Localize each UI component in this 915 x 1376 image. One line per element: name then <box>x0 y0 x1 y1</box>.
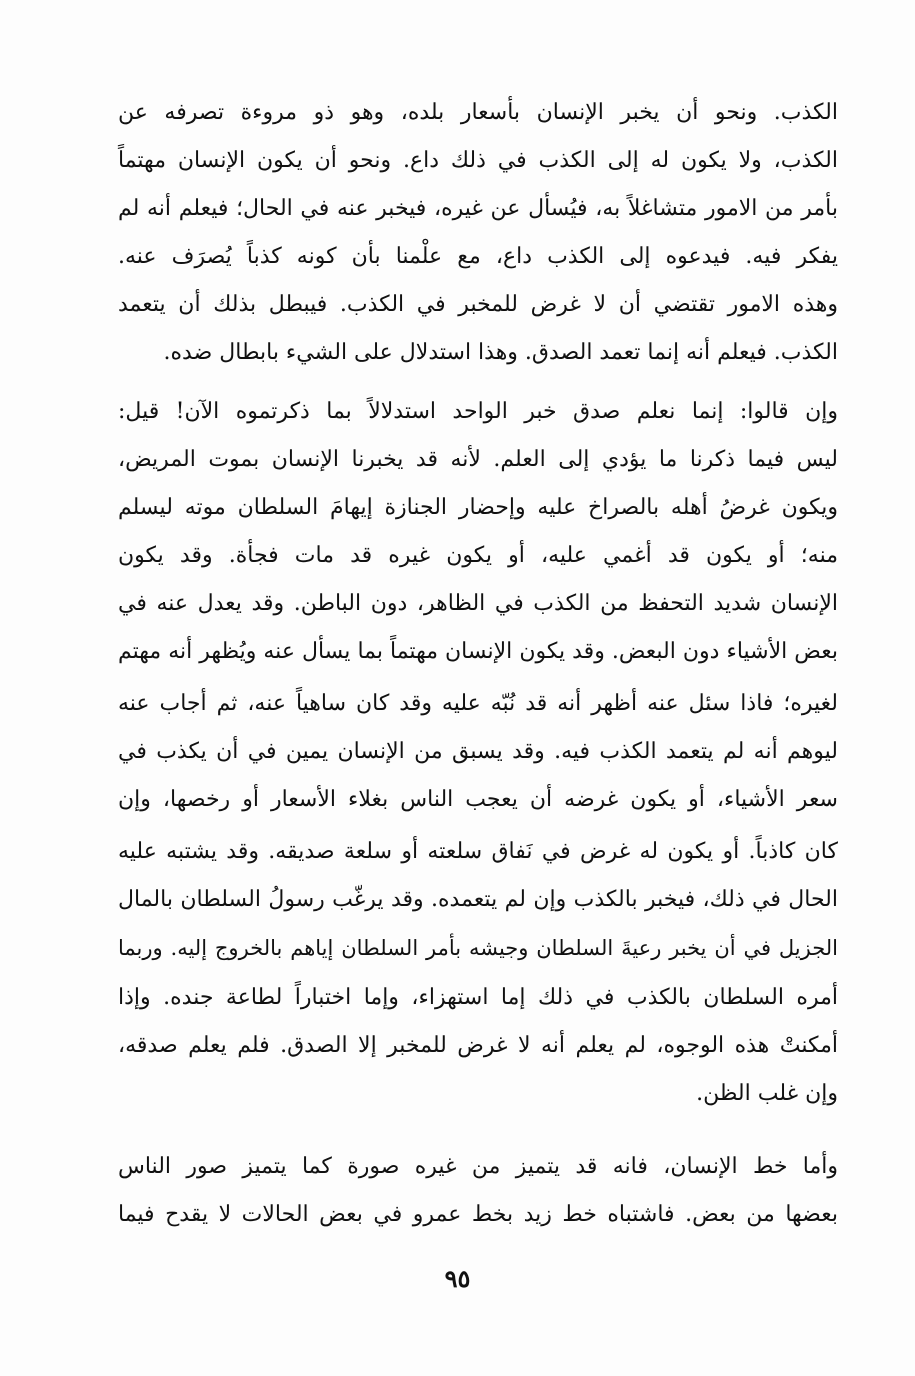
text-line: وهذه الامور تقتضي أن لا غرض للمخبر في الكذب. فيبطل بذلك أن يتعمد <box>118 292 838 317</box>
text-line: وأما خط الإنسان، فانه قد يتميز من غيره صورة كما يتميز صور الناس <box>118 1154 838 1179</box>
text-line: الكذب. فيعلم أنه إنما تعمد الصدق. وهذا استدلال على الشيء بابطال ضده. <box>163 340 838 365</box>
text-line: وإن غلب الظن. <box>696 1081 838 1106</box>
text-line: الكذب. ونحو أن يخبر الإنسان بأسعار بلده، وهو ذو مروءة تصرفه عن <box>118 100 838 125</box>
text-line: منه؛ أو يكون قد أغمي عليه، أو يكون غيره قد مات فجأة. وقد يكون <box>118 543 838 568</box>
text-line: بعض الأشياء دون البعض. وقد يكون الإنسان مهتماً بما يسأل عنه ويُظهر أنه مهتم <box>118 639 838 664</box>
page-number: ٩٥ <box>444 1264 471 1293</box>
text-line: يفكر فيه. فيدعوه إلى الكذب داع، مع علْمنا بأن كونه كذباً يُصرَف عنه. <box>118 244 838 269</box>
text-line: لغيره؛ فاذا سئل عنه أظهر أنه قد نُبّه عليه وقد كان ساهياً عنه، ثم أجاب عنه <box>118 691 838 716</box>
text-line: الإنسان شديد التحفظ من الكذب في الظاهر، دون الباطن. وقد يعدل عنه في <box>118 591 838 616</box>
text-line: وإن قالوا: إنما نعلم صدق خبر الواحد استدلالاً بما ذكرتموه الآن! قيل: <box>118 399 838 424</box>
text-line: بعضها من بعض. فاشتباه خط زيد بخط عمرو في بعض الحالات لا يقدح فيما <box>118 1202 838 1227</box>
text-line: كان كاذباً. أو يكون له غرض في نَفاق سلعته أو سلعة صديقه. وقد يشتبه عليه <box>118 839 838 864</box>
text-line: أمره السلطان بالكذب في ذلك إما استهزاء، وإما اختباراً لطاعة جنده. وإذا <box>118 985 838 1010</box>
text-line: الجزيل في أن يخبر رعيةَ السلطان وجيشه بأمر السلطان إياهم بالخروج إليه. وربما <box>118 936 838 960</box>
text-line: ويكون غرضُ أهله بالصراخ عليه وإحضار الجنازة إيهامَ السلطان موته ليسلم <box>118 495 838 520</box>
paragraph-2 <box>118 400 838 1106</box>
paragraph-3 <box>118 1155 838 1227</box>
text-line: أمكنتْ هذه الوجوه، لم يعلم أنه لا غرض للمخبر إلا الصدق. فلم يعلم صدقه، <box>118 1033 838 1058</box>
text-line: ليوهم أنه لم يتعمد الكذب فيه. وقد يسبق من الإنسان يمين في أن يكذب في <box>118 739 838 764</box>
text-line: الكذب، ولا يكون له إلى الكذب في ذلك داع. ونحو أن يكون الإنسان مهتماً <box>118 148 838 173</box>
paragraph-1 <box>118 101 838 365</box>
text-line: الحال في ذلك، فيخبر بالكذب وإن لم يتعمده. وقد يرغّب رسولُ السلطان بالمال <box>118 887 838 912</box>
text-line: سعر الأشياء، أو يكون غرضه أن يعجب الناس بغلاء الأسعار أو رخصها، وإن <box>118 787 838 812</box>
text-line: بأمر من الامور متشاغلاً به، فيُسأل عن غيره، فيخبر عنه في الحال؛ فيعلم أنه لم <box>118 196 838 221</box>
text-line: ليس فيما ذكرنا ما يؤدي إلى العلم. لأنه قد يخبرنا الإنسان بموت المريض، <box>118 447 838 472</box>
